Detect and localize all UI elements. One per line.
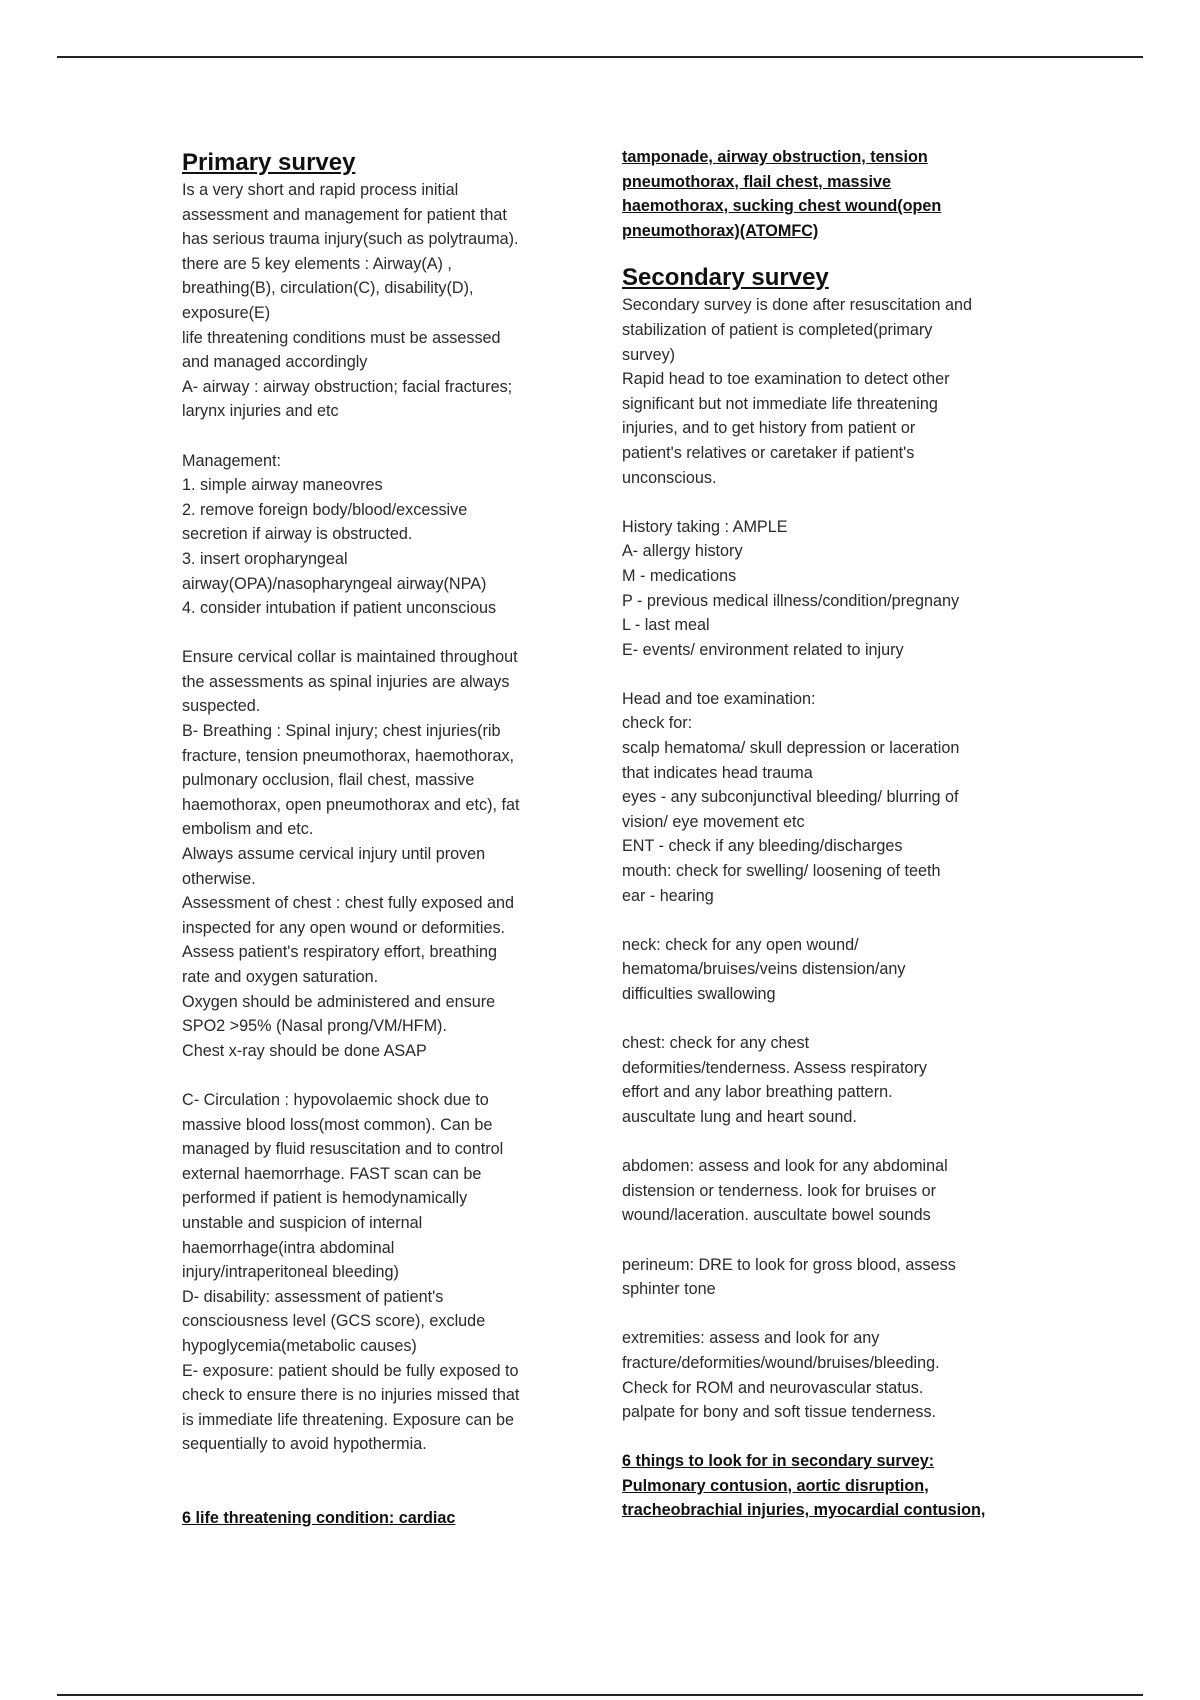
- text-line: ear - hearing: [622, 886, 714, 905]
- text-line: there are 5 key elements : Airway(A) ,: [182, 254, 452, 273]
- text-line: sphinter tone: [622, 1280, 716, 1299]
- text-line: airway(OPA)/nasopharyngeal airway(NPA): [182, 574, 487, 593]
- text-line: D- disability: assessment of patient's: [182, 1287, 444, 1306]
- secondary-survey-six-things: [622, 1449, 1032, 1523]
- life-threatening-conditions-continued: [622, 145, 1032, 243]
- text-line: [622, 1228, 1032, 1253]
- text-line: fracture, tension pneumothorax, haemothorax,: [182, 746, 515, 765]
- text-line: inspected for any open wound or deformities.: [182, 918, 506, 937]
- text-line: [182, 1457, 592, 1482]
- text-line: Always assume cervical injury until proven: [182, 845, 486, 864]
- text-line: fracture/deformities/wound/bruises/bleeding.: [622, 1353, 940, 1372]
- bold-text-line: tracheobrachial injuries, myocardial contusion,: [622, 1501, 986, 1520]
- text-line: injury/intraperitoneal bleeding): [182, 1263, 399, 1282]
- text-line: auscultate lung and heart sound.: [622, 1107, 857, 1126]
- text-line: ENT - check if any bleeding/discharges: [622, 837, 903, 856]
- text-line: hypoglycemia(metabolic causes): [182, 1336, 417, 1355]
- text-line: unstable and suspicion of internal: [182, 1213, 423, 1232]
- bold-text-line: pneumothorax, flail chest, massive: [622, 172, 891, 191]
- text-line: Ensure cervical collar is maintained throughout: [182, 648, 518, 667]
- primary-survey-heading: Primary survey: [182, 149, 356, 176]
- text-line: check for:: [622, 714, 693, 733]
- text-line: massive blood loss(most common). Can be: [182, 1115, 493, 1134]
- text-line: distension or tenderness. look for bruises or: [622, 1181, 937, 1200]
- text-line: wound/laceration. auscultate bowel sounds: [622, 1206, 931, 1225]
- text-line: performed if patient is hemodynamically: [182, 1189, 468, 1208]
- text-line: deformities/tenderness. Assess respiratory: [622, 1058, 927, 1077]
- secondary-survey-heading: Secondary survey: [622, 264, 829, 292]
- text-line: suspected.: [182, 697, 261, 716]
- text-line: scalp hematoma/ skull depression or laceration: [622, 739, 960, 758]
- text-line: assessment and management for patient that: [182, 205, 507, 224]
- text-line: L - last meal: [622, 616, 710, 635]
- text-line: SPO2 >95% (Nasal prong/VM/HFM).: [182, 1017, 447, 1036]
- secondary-survey-body: [622, 293, 1032, 1449]
- text-line: [182, 1481, 592, 1506]
- bold-text-line: tamponade, airway obstruction, tension: [622, 148, 928, 166]
- text-line: exposure(E): [182, 303, 271, 322]
- text-line: neck: check for any open wound/: [622, 935, 859, 954]
- bold-text-line: 6 things to look for in secondary survey:: [622, 1452, 935, 1471]
- text-line: stabilization of patient is completed(primary: [622, 320, 933, 339]
- primary-survey-body: [182, 178, 592, 1506]
- text-line: embolism and etc.: [182, 820, 314, 839]
- bottom-rule: [57, 1694, 1143, 1696]
- text-line: mouth: check for swelling/ loosening of teeth: [622, 862, 941, 881]
- text-line: haemorrhage(intra abdominal: [182, 1238, 395, 1257]
- bold-text-line: haemothorax, sucking chest wound(open: [622, 197, 942, 216]
- text-line: B- Breathing : Spinal injury; chest injuries(rib: [182, 722, 501, 741]
- text-line: E- events/ environment related to injury: [622, 640, 904, 659]
- text-line: A- allergy history: [622, 542, 743, 561]
- bold-text-line: pneumothorax)(ATOMFC): [622, 221, 819, 240]
- text-line: eyes - any subconjunctival bleeding/ blurring of: [622, 788, 959, 807]
- left-column: [182, 148, 592, 1531]
- text-line: haemothorax, open pneumothorax and etc), fat: [182, 795, 520, 814]
- text-line: 2. remove foreign body/blood/excessive: [182, 500, 468, 519]
- text-line: palpate for bony and soft tissue tenderness.: [622, 1403, 937, 1422]
- text-line: perineum: DRE to look for gross blood, assess: [622, 1255, 956, 1274]
- text-line: unconscious.: [622, 468, 717, 487]
- text-line: [182, 1063, 592, 1088]
- life-threatening-conditions-heading: 6 life threatening condition: cardiac: [182, 1509, 456, 1528]
- text-line: check to ensure there is no injuries missed that: [182, 1386, 520, 1405]
- text-line: M - medications: [622, 566, 737, 585]
- text-line: Rapid head to toe examination to detect other: [622, 370, 950, 389]
- text-line: [622, 1130, 1032, 1155]
- text-line: [622, 1302, 1032, 1327]
- text-line: vision/ eye movement etc: [622, 812, 805, 831]
- text-line: external haemorrhage. FAST scan can be: [182, 1164, 482, 1183]
- text-line: otherwise.: [182, 869, 256, 888]
- text-line: chest: check for any chest: [622, 1034, 810, 1053]
- text-line: breathing(B), circulation(C), disability(D),: [182, 279, 474, 298]
- text-line: Is a very short and rapid process initial: [182, 181, 459, 199]
- top-rule: [57, 56, 1143, 58]
- right-column: [622, 145, 1032, 1523]
- text-line: effort and any labor breathing pattern.: [622, 1083, 893, 1102]
- text-line: 1. simple airway maneovres: [182, 476, 383, 495]
- text-line: [622, 908, 1032, 933]
- text-line: consciousness level (GCS score), exclude: [182, 1312, 486, 1331]
- text-line: Assess patient's respiratory effort, breathing: [182, 943, 498, 962]
- text-line: has serious trauma injury(such as polytrauma).: [182, 230, 519, 249]
- text-line: survey): [622, 345, 676, 364]
- text-line: E- exposure: patient should be fully exposed to: [182, 1361, 519, 1380]
- text-line: Check for ROM and neurovascular status.: [622, 1378, 924, 1397]
- text-line: [182, 621, 592, 646]
- text-line: larynx injuries and etc: [182, 402, 339, 421]
- text-line: History taking : AMPLE: [622, 517, 788, 536]
- text-line: Chest x-ray should be done ASAP: [182, 1041, 427, 1060]
- text-line: Oxygen should be administered and ensure: [182, 992, 496, 1011]
- text-line: Management:: [182, 451, 281, 470]
- text-line: hematoma/bruises/veins distension/any: [622, 960, 906, 979]
- text-line: secretion if airway is obstructed.: [182, 525, 413, 544]
- text-line: sequentially to avoid hypothermia.: [182, 1435, 427, 1454]
- text-line: life threatening conditions must be assessed: [182, 328, 501, 347]
- text-line: P - previous medical illness/condition/pregnany: [622, 591, 960, 610]
- text-line: managed by fluid resuscitation and to control: [182, 1140, 504, 1159]
- text-line: [182, 424, 592, 449]
- text-line: [622, 662, 1032, 687]
- text-line: [622, 1425, 1032, 1450]
- text-line: Secondary survey is done after resuscitation and: [622, 296, 973, 315]
- text-line: that indicates head trauma: [622, 763, 813, 782]
- text-line: abdomen: assess and look for any abdominal: [622, 1157, 948, 1176]
- text-line: [622, 490, 1032, 515]
- text-line: and managed accordingly: [182, 353, 368, 372]
- text-line: rate and oxygen saturation.: [182, 968, 379, 986]
- text-line: [622, 1007, 1032, 1032]
- text-line: difficulties swallowing: [622, 985, 776, 1003]
- text-line: is immediate life threatening. Exposure can be: [182, 1410, 515, 1429]
- text-line: 4. consider intubation if patient unconscious: [182, 599, 497, 618]
- text-line: patient's relatives or caretaker if patient's: [622, 443, 915, 462]
- bold-text-line: Pulmonary contusion, aortic disruption,: [622, 1476, 929, 1495]
- text-line: significant but not immediate life threatening: [622, 394, 938, 413]
- text-line: A- airway : airway obstruction; facial fractures;: [182, 377, 513, 396]
- text-line: 3. insert oropharyngeal: [182, 549, 348, 568]
- text-line: the assessments as spinal injuries are always: [182, 672, 510, 691]
- text-line: pulmonary occlusion, flail chest, massive: [182, 771, 475, 790]
- text-line: Assessment of chest : chest fully exposed and: [182, 894, 515, 913]
- text-line: C- Circulation : hypovolaemic shock due to: [182, 1090, 489, 1109]
- text-line: Head and toe examination:: [622, 689, 816, 708]
- text-line: extremities: assess and look for any: [622, 1329, 880, 1348]
- text-line: injuries, and to get history from patient or: [622, 419, 916, 438]
